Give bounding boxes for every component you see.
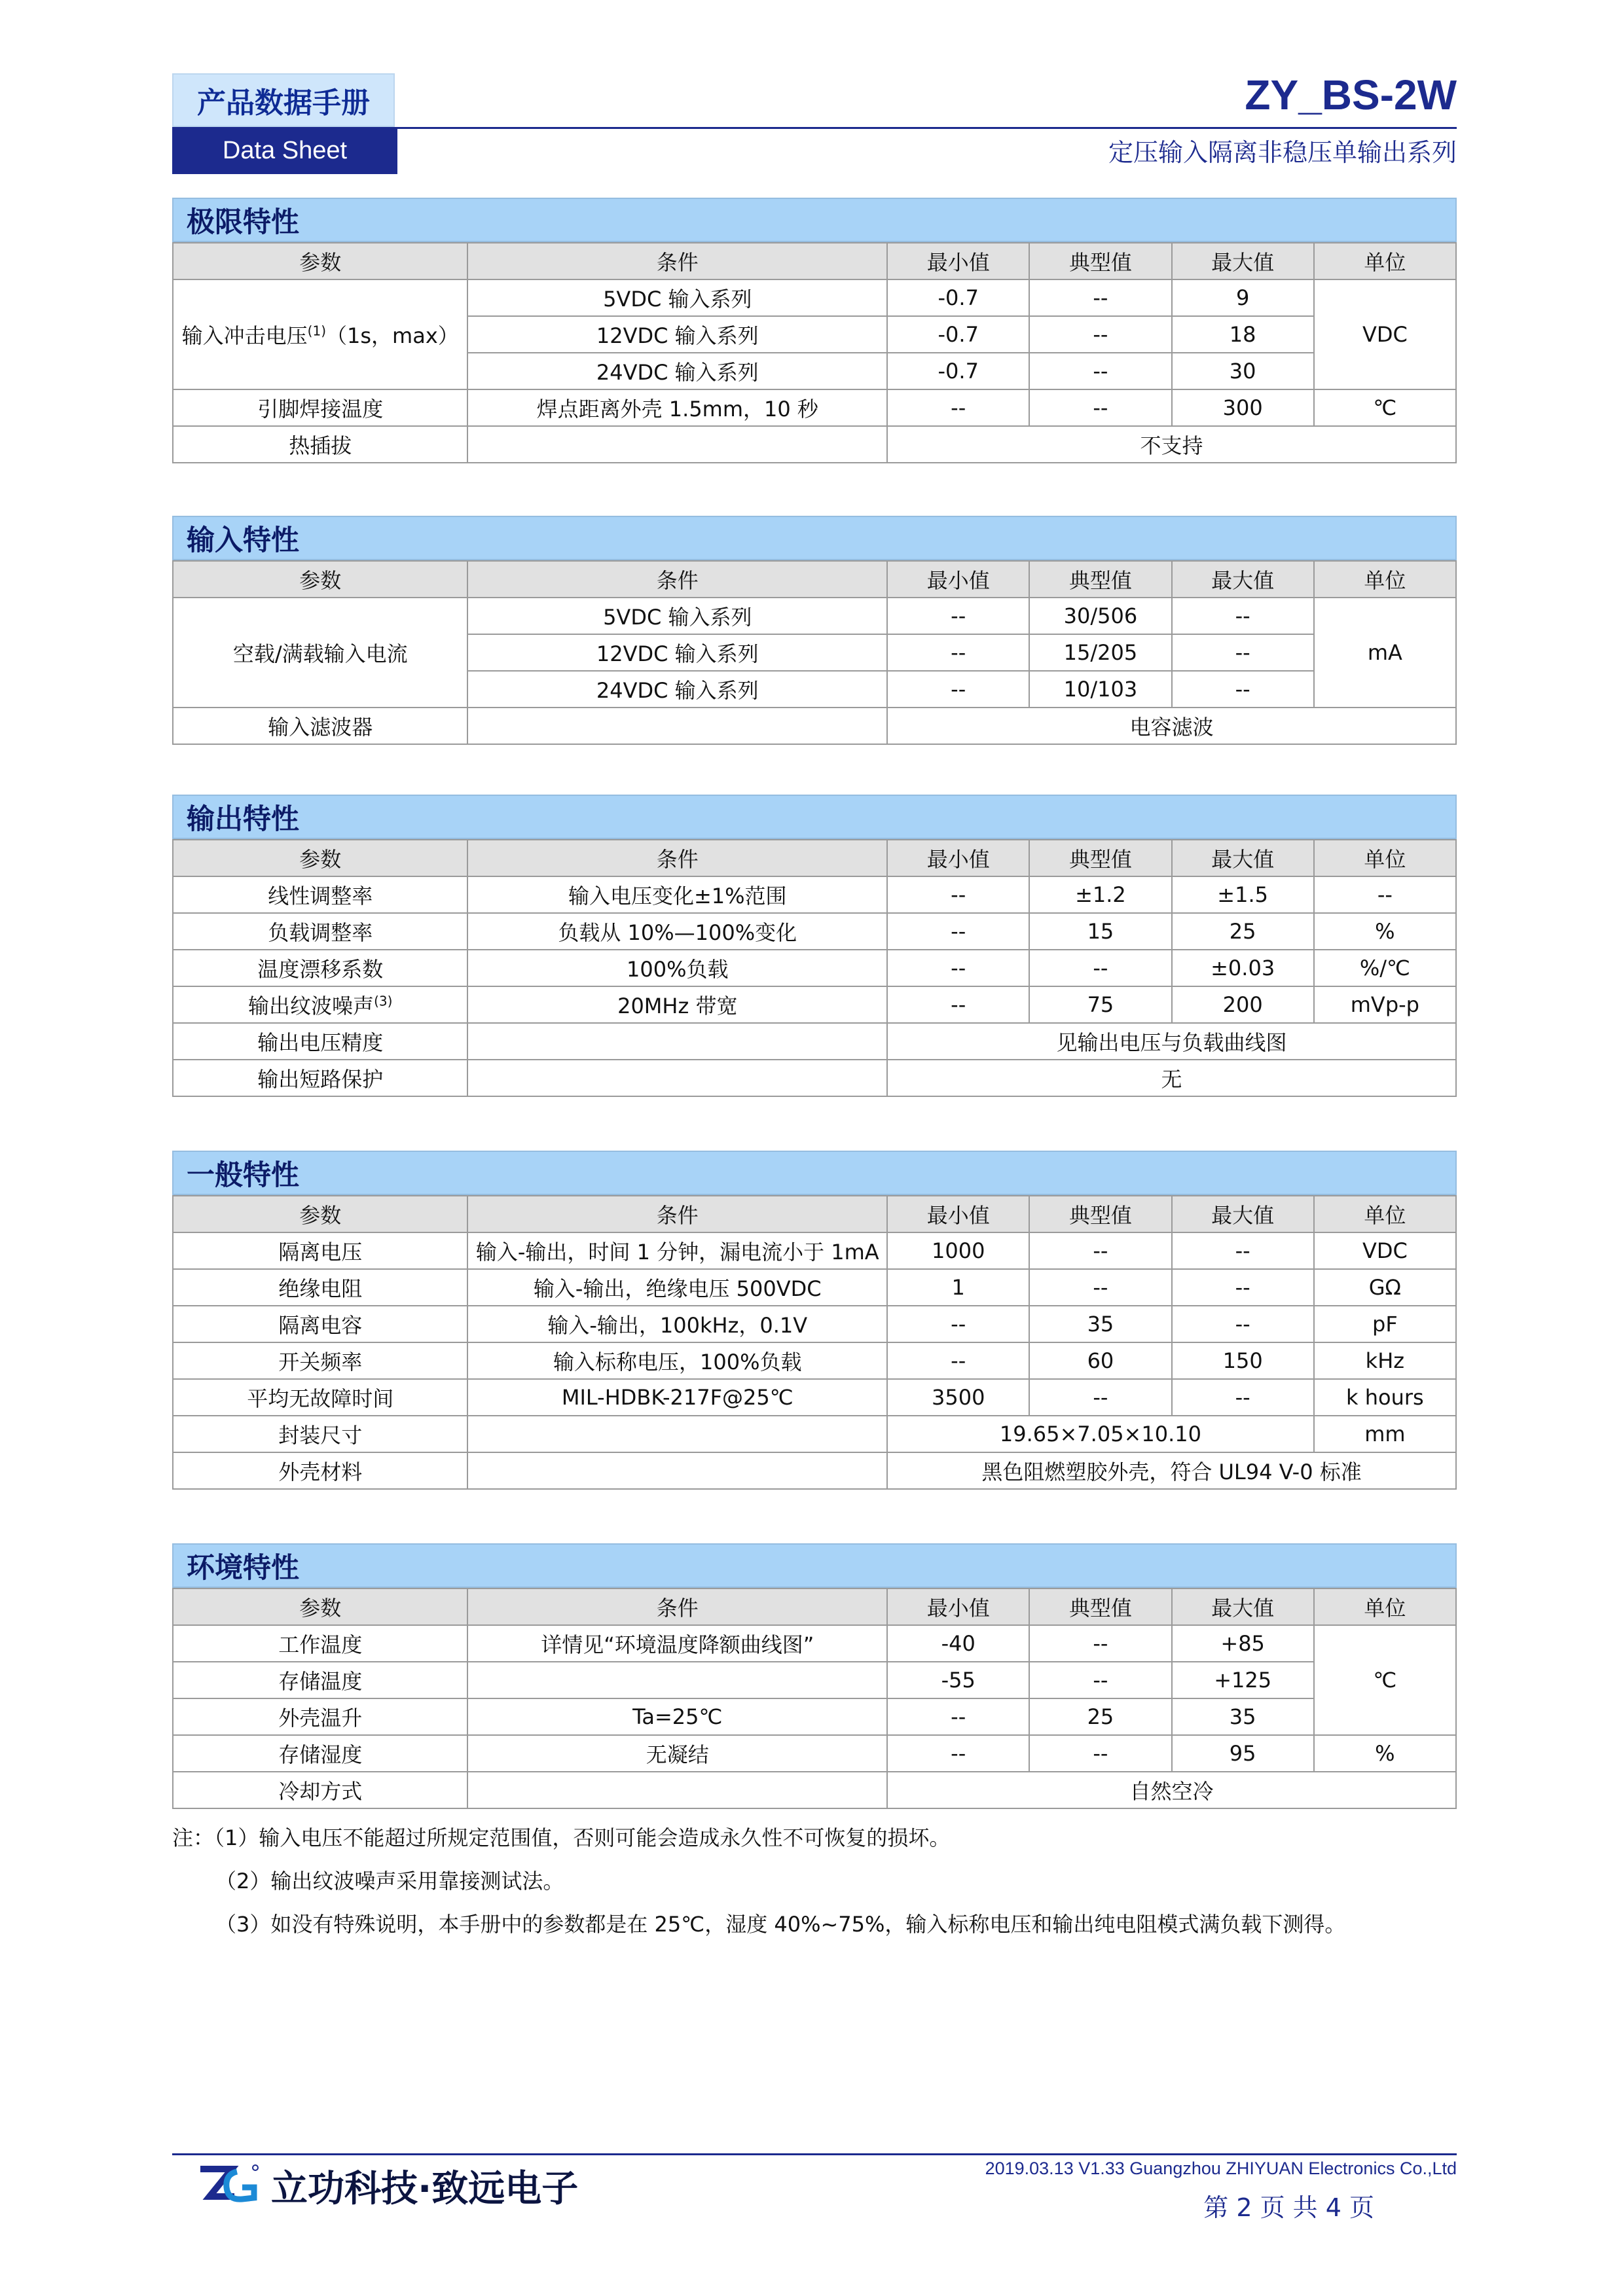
col-cond: 条件	[467, 1588, 887, 1625]
col-min: 最小值	[887, 243, 1029, 279]
param-cell: 平均无故障时间	[173, 1379, 467, 1416]
typ-cell: --	[1029, 279, 1171, 316]
max-cell: 150	[1172, 1342, 1314, 1379]
col-max: 最大值	[1172, 243, 1314, 279]
cond-cell: 24VDC 输入系列	[467, 353, 887, 389]
param-cell: 负载调整率	[173, 913, 467, 950]
cond-cell: 详情见“环境温度降额曲线图”	[467, 1625, 887, 1662]
typ-cell: --	[1029, 316, 1171, 353]
col-max: 最大值	[1172, 561, 1314, 598]
typ-cell: 75	[1029, 986, 1171, 1023]
value-cell: 电容滤波	[887, 708, 1456, 744]
max-cell: 95	[1172, 1735, 1314, 1772]
col-typ: 典型值	[1029, 840, 1171, 876]
table-row	[173, 876, 1456, 913]
typ-cell: --	[1029, 389, 1171, 426]
typ-cell: 15/205	[1029, 634, 1171, 671]
cond-cell: 100%负载	[467, 950, 887, 986]
param-cell: 绝缘电阻	[173, 1269, 467, 1306]
general-table	[172, 1195, 1457, 1490]
cond-cell: Ta=25℃	[467, 1698, 887, 1735]
param-cell: 温度漂移系数	[173, 950, 467, 986]
max-cell: --	[1172, 598, 1314, 634]
section-input	[172, 516, 1457, 745]
typ-cell: 15	[1029, 913, 1171, 950]
min-cell: --	[887, 634, 1029, 671]
col-max: 最大值	[1172, 840, 1314, 876]
param-cell: 存储温度	[173, 1662, 467, 1698]
param-cell: 输出纹波噪声$^{(3)}$	[173, 986, 467, 1023]
max-cell: 35	[1172, 1698, 1314, 1735]
col-max: 最大值	[1172, 1196, 1314, 1232]
min-cell: --	[887, 671, 1029, 708]
value-cell: 无	[887, 1060, 1456, 1096]
typ-cell: 35	[1029, 1306, 1171, 1342]
col-param: 参数	[173, 243, 467, 279]
table-row	[173, 1269, 1456, 1306]
table-row	[173, 950, 1456, 986]
cond-cell	[467, 1662, 887, 1698]
min-cell: -0.7	[887, 316, 1029, 353]
param-cell: 输入冲击电压$^{(1)}$（1s，max）	[173, 279, 467, 389]
typ-cell: ±1.2	[1029, 876, 1171, 913]
value-cell: 19.65×7.05×10.10	[887, 1416, 1314, 1452]
min-cell: --	[887, 1306, 1029, 1342]
min-cell: --	[887, 913, 1029, 950]
param-cell: 隔离电压	[173, 1232, 467, 1269]
section-title: 极限特性	[172, 198, 1457, 242]
cond-cell: 24VDC 输入系列	[467, 671, 887, 708]
typ-cell: --	[1029, 1379, 1171, 1416]
max-cell: 9	[1172, 279, 1314, 316]
param-cell: 外壳材料	[173, 1452, 467, 1489]
cond-cell	[467, 426, 887, 463]
series-name: 定压输入隔离非稳压单输出系列	[1108, 138, 1457, 167]
col-param: 参数	[173, 1588, 467, 1625]
col-max: 最大值	[1172, 1588, 1314, 1625]
cond-cell: 输入-输出，时间 1 分钟，漏电流小于 1mA	[467, 1232, 887, 1269]
footer-rule	[172, 2153, 1457, 2155]
col-unit: 单位	[1314, 840, 1456, 876]
param-cell: 封装尺寸	[173, 1416, 467, 1452]
param-cell: 外壳温升	[173, 1698, 467, 1735]
unit-cell: %/℃	[1314, 950, 1456, 986]
cond-cell: 5VDC 输入系列	[467, 598, 887, 634]
cond-cell: 12VDC 输入系列	[467, 316, 887, 353]
cond-cell: 焊点距离外壳 1.5mm，10 秒	[467, 389, 887, 426]
table-row	[173, 1772, 1456, 1808]
max-cell: 25	[1172, 913, 1314, 950]
typ-cell: --	[1029, 950, 1171, 986]
min-cell: --	[887, 389, 1029, 426]
max-cell: 300	[1172, 389, 1314, 426]
section-limits	[172, 198, 1457, 463]
cond-cell: 输入电压变化±1%范围	[467, 876, 887, 913]
col-unit: 单位	[1314, 561, 1456, 598]
cond-cell: MIL-HDBK-217F@25℃	[467, 1379, 887, 1416]
company-name: 立功科技·致远电子	[271, 2168, 579, 2210]
typ-cell: --	[1029, 1662, 1171, 1698]
cond-cell	[467, 1772, 887, 1808]
section-title: 一般特性	[172, 1151, 1457, 1195]
cond-cell: 20MHz 带宽	[467, 986, 887, 1023]
max-cell: --	[1172, 634, 1314, 671]
col-cond: 条件	[467, 840, 887, 876]
unit-cell: VDC	[1314, 1232, 1456, 1269]
min-cell: 1	[887, 1269, 1029, 1306]
section-title: 输出特性	[172, 795, 1457, 839]
table-row	[173, 1060, 1456, 1096]
cond-cell	[467, 1060, 887, 1096]
min-cell: --	[887, 876, 1029, 913]
unit-cell: VDC	[1314, 279, 1456, 389]
table-row	[173, 1416, 1456, 1452]
min-cell: -55	[887, 1662, 1029, 1698]
typ-cell: --	[1029, 1269, 1171, 1306]
min-cell: 1000	[887, 1232, 1029, 1269]
header-tab-title: 产品数据手册	[172, 73, 395, 127]
cond-cell	[467, 1452, 887, 1489]
param-cell: 引脚焊接温度	[173, 389, 467, 426]
min-cell: --	[887, 1735, 1029, 1772]
table-header-row	[173, 1196, 1456, 1232]
table-row	[173, 708, 1456, 744]
environment-table	[172, 1588, 1457, 1809]
typ-cell: --	[1029, 353, 1171, 389]
typ-cell: 25	[1029, 1698, 1171, 1735]
cond-cell: 负载从 10%—100%变化	[467, 913, 887, 950]
typ-cell: 10/103	[1029, 671, 1171, 708]
value-cell: 不支持	[887, 426, 1456, 463]
col-param: 参数	[173, 561, 467, 598]
param-cell: 热插拔	[173, 426, 467, 463]
table-header-row	[173, 243, 1456, 279]
param-cell: 隔离电容	[173, 1306, 467, 1342]
output-table	[172, 839, 1457, 1097]
table-row	[173, 1625, 1456, 1662]
unit-cell: k hours	[1314, 1379, 1456, 1416]
value-cell: 黑色阻燃塑胶外壳，符合 UL94 V-0 标准	[887, 1452, 1456, 1489]
min-cell: -0.7	[887, 353, 1029, 389]
unit-cell: GΩ	[1314, 1269, 1456, 1306]
cond-cell	[467, 1416, 887, 1452]
company-logo	[196, 2160, 578, 2212]
table-row	[173, 389, 1456, 426]
param-cell: 空载/满载输入电流	[173, 598, 467, 708]
max-cell: 18	[1172, 316, 1314, 353]
table-row	[173, 1379, 1456, 1416]
header-rule	[397, 127, 1457, 129]
max-cell: +85	[1172, 1625, 1314, 1662]
table-row	[173, 598, 1456, 634]
section-title: 输入特性	[172, 516, 1457, 560]
section-general	[172, 1151, 1457, 1490]
param-cell: 工作温度	[173, 1625, 467, 1662]
table-row	[173, 1662, 1456, 1698]
col-min: 最小值	[887, 561, 1029, 598]
typ-cell: 60	[1029, 1342, 1171, 1379]
unit-cell: kHz	[1314, 1342, 1456, 1379]
col-min: 最小值	[887, 840, 1029, 876]
section-environment	[172, 1543, 1457, 1809]
max-cell: 200	[1172, 986, 1314, 1023]
table-row	[173, 986, 1456, 1023]
note-2: （2）输出纹波噪声采用靠接测试法。	[215, 1869, 564, 1893]
min-cell: --	[887, 598, 1029, 634]
param-cell: 存储湿度	[173, 1735, 467, 1772]
cond-cell: 12VDC 输入系列	[467, 634, 887, 671]
table-header-row	[173, 840, 1456, 876]
unit-cell: ℃	[1314, 1625, 1456, 1735]
section-output	[172, 795, 1457, 1097]
typ-cell: --	[1029, 1735, 1171, 1772]
cond-cell	[467, 708, 887, 744]
table-row	[173, 913, 1456, 950]
min-cell: --	[887, 986, 1029, 1023]
section-title: 环境特性	[172, 1543, 1457, 1588]
footer-meta: 2019.03.13 V1.33 Guangzhou ZHIYUAN Electronics Co.,Ltd	[985, 2159, 1457, 2178]
zlg-logo-icon	[196, 2162, 259, 2210]
table-header-row	[173, 1588, 1456, 1625]
max-cell: ±0.03	[1172, 950, 1314, 986]
cond-cell: 输入-输出，绝缘电压 500VDC	[467, 1269, 887, 1306]
param-cell: 输出短路保护	[173, 1060, 467, 1096]
col-cond: 条件	[467, 561, 887, 598]
table-row	[173, 1023, 1456, 1060]
col-typ: 典型值	[1029, 1588, 1171, 1625]
cond-cell: 输入标称电压，100%负载	[467, 1342, 887, 1379]
typ-cell: --	[1029, 1232, 1171, 1269]
min-cell: -40	[887, 1625, 1029, 1662]
unit-cell: --	[1314, 876, 1456, 913]
col-cond: 条件	[467, 1196, 887, 1232]
col-unit: 单位	[1314, 243, 1456, 279]
table-row	[173, 426, 1456, 463]
footnotes	[172, 1823, 1345, 1953]
col-cond: 条件	[467, 243, 887, 279]
typ-cell: --	[1029, 1625, 1171, 1662]
table-row	[173, 1698, 1456, 1735]
max-cell: --	[1172, 1379, 1314, 1416]
min-cell: --	[887, 950, 1029, 986]
table-row	[173, 1735, 1456, 1772]
table-row	[173, 1342, 1456, 1379]
table-row	[173, 1232, 1456, 1269]
col-param: 参数	[173, 840, 467, 876]
cond-cell: 无凝结	[467, 1735, 887, 1772]
value-cell: 自然空冷	[887, 1772, 1456, 1808]
max-cell: +125	[1172, 1662, 1314, 1698]
max-cell: --	[1172, 1232, 1314, 1269]
min-cell: 3500	[887, 1379, 1029, 1416]
table-row	[173, 1452, 1456, 1489]
model-name: ZY_BS-2W	[1245, 71, 1457, 118]
col-min: 最小值	[887, 1196, 1029, 1232]
header-tab-subtitle: Data Sheet	[172, 127, 397, 174]
unit-cell: %	[1314, 1735, 1456, 1772]
param-cell: 冷却方式	[173, 1772, 467, 1808]
col-typ: 典型值	[1029, 561, 1171, 598]
param-cell: 输出电压精度	[173, 1023, 467, 1060]
unit-cell: mm	[1314, 1416, 1456, 1452]
max-cell: --	[1172, 1269, 1314, 1306]
value-cell: 见输出电压与负载曲线图	[887, 1023, 1456, 1060]
max-cell: --	[1172, 671, 1314, 708]
input-table	[172, 560, 1457, 745]
col-typ: 典型值	[1029, 243, 1171, 279]
cond-cell: 5VDC 输入系列	[467, 279, 887, 316]
note-1: 注：（1）输入电压不能超过所规定范围值，否则可能会造成永久性不可恢复的损坏。	[172, 1825, 951, 1850]
unit-cell: pF	[1314, 1306, 1456, 1342]
table-row	[173, 1306, 1456, 1342]
typ-cell: 30/506	[1029, 598, 1171, 634]
cond-cell: 输入-输出，100kHz，0.1V	[467, 1306, 887, 1342]
min-cell: --	[887, 1342, 1029, 1379]
unit-cell: mVp-p	[1314, 986, 1456, 1023]
cond-cell	[467, 1023, 887, 1060]
max-cell: --	[1172, 1306, 1314, 1342]
max-cell: 30	[1172, 353, 1314, 389]
limits-table	[172, 242, 1457, 463]
unit-cell: %	[1314, 913, 1456, 950]
param-cell: 开关频率	[173, 1342, 467, 1379]
min-cell: -0.7	[887, 279, 1029, 316]
col-typ: 典型值	[1029, 1196, 1171, 1232]
max-cell: ±1.5	[1172, 876, 1314, 913]
param-cell: 线性调整率	[173, 876, 467, 913]
note-3: （3）如没有特殊说明，本手册中的参数都是在 25℃，湿度 40%~75%，输入标称电压和输出纯电阻模式满负载下测得。	[215, 1912, 1346, 1937]
unit-cell: mA	[1314, 598, 1456, 708]
col-unit: 单位	[1314, 1196, 1456, 1232]
param-cell: 输入滤波器	[173, 708, 467, 744]
table-row	[173, 279, 1456, 316]
col-unit: 单位	[1314, 1588, 1456, 1625]
min-cell: --	[887, 1698, 1029, 1735]
unit-cell: ℃	[1314, 389, 1456, 426]
page-number: 第 2 页 共 4 页	[1203, 2193, 1374, 2222]
table-header-row	[173, 561, 1456, 598]
col-min: 最小值	[887, 1588, 1029, 1625]
col-param: 参数	[173, 1196, 467, 1232]
